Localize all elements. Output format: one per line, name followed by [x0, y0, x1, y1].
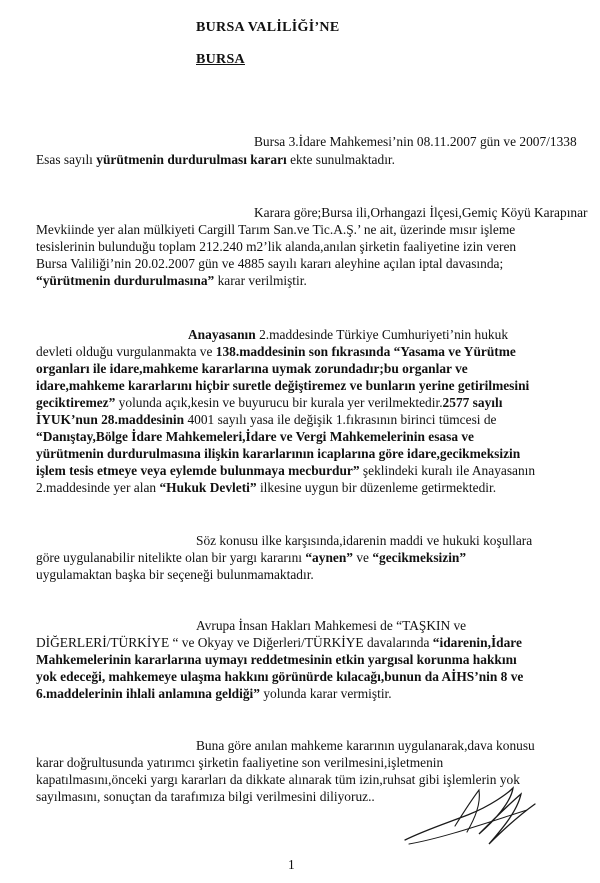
- p3-line-5: [36, 395, 502, 411]
- p3-text: devleti olduğu vurgulanmakta ve: [36, 344, 213, 359]
- p1-line-1: Bursa 3.İdare Mahkemesi’nin 08.11.2007 gün ve 2007/1338: [254, 134, 577, 149]
- p5-text: DİĞERLERİ/TÜRKİYE “ ve Okyay ve Diğerleri/TÜRKİYE davalarında: [36, 635, 430, 650]
- p4-emphasis-immediately: “gecikmeksizin”: [372, 550, 467, 565]
- p4-line-1: Söz konusu ilke karşısında,idarenin maddi ve hukuki koşullara: [196, 533, 533, 548]
- p1-line-2: [36, 152, 395, 168]
- p3-text: 2.maddesinde Türkiye Cumhuriyeti’nin hukuk: [259, 327, 509, 342]
- p3-line-7: “Danıştay,Bölge İdare Mahkemeleri,İdare ve Vergi Mahkemelerinin esasa ve: [36, 429, 475, 444]
- p3-emphasis: işlem tesis etmeye veya eylemde bulunmaya mecburdur”: [36, 463, 360, 478]
- handwritten-signature: [395, 780, 545, 852]
- p2-text-end: karar verilmiştir.: [217, 273, 307, 288]
- p3-line-2: [36, 344, 516, 360]
- page-number: 1: [288, 857, 295, 872]
- p3-emphasis-law: 2577 sayılı: [442, 395, 503, 410]
- p5-line-5: [36, 686, 392, 702]
- p5-emphasis: “idarenin,İdare: [432, 635, 522, 650]
- p5-line-4: yok edeceği, mahkemeye ulaşma hakkını görünürde kılacağı,bunun da AİHS’nin 8 ve: [36, 669, 524, 684]
- addressee-heading: BURSA VALİLİĞİ’NE: [196, 20, 340, 35]
- p3-line-4: idare,mahkeme kararlarını hiçbir suretle değiştiremez ve bunların yerine getirilmesini: [36, 378, 530, 393]
- p2-emphasis: “yürütmenin durdurulmasına”: [36, 273, 215, 288]
- p6-line-4: sayılmasını, sonuçtan da tarafımıza bilgi verilmesini diliyoruz..: [36, 789, 375, 804]
- p3-emphasis: geciktiremez”: [36, 395, 116, 410]
- p5-line-2: [36, 635, 522, 651]
- p6-line-3: kapatılmasını,önceki yargı kararları da dikkate alınarak tüm izin,ruhsat gibi işlemlerin yok: [36, 772, 520, 787]
- city-heading: BURSA: [196, 52, 245, 67]
- p3-emphasis-constitution: Anayasanın: [188, 327, 256, 342]
- p3-text: şeklindeki kuralı ile Anayasanın: [362, 463, 536, 478]
- p4-line-2: [36, 550, 466, 566]
- p4-line-3: uygulamaktan başka bir seçeneği bulunmamaktadır.: [36, 567, 314, 582]
- p3-line-3: organları ile idare,mahkeme kararlarına uymak zorundadır;bu organlar ve: [36, 361, 468, 376]
- p3-text-end: ilkesine uygun bir düzenleme getirmektedir.: [259, 480, 497, 495]
- p6-line-1: Buna göre anılan mahkeme kararının uygulanarak,dava konusu: [196, 738, 535, 753]
- p1-text-end: ekte sunulmaktadır.: [290, 152, 395, 167]
- p3-line-1: [188, 327, 508, 343]
- p2-line-2: Mevkiinde yer alan mülkiyeti Cargill Tarım San.ve Tic.A.Ş.’ ne ait, üzerinde mısır işleme: [36, 222, 516, 237]
- p3-emphasis-rule-of-law: “Hukuk Devleti”: [159, 480, 257, 495]
- p3-line-10: [36, 480, 496, 496]
- p2-line-5: [36, 273, 307, 289]
- p5-emphasis: 6.maddelerinin ihlali anlamına geldiği”: [36, 686, 260, 701]
- p3-emphasis-article-138: 138.maddesinin son fıkrasında “Yasama ve Yürütme: [215, 344, 516, 359]
- p5-text-end: yolunda karar vermiştir.: [263, 686, 392, 701]
- p6-line-2: karar doğrultusunda yatırımcı şirketin faaliyetine son verilmesini,işletmenin: [36, 755, 444, 770]
- p4-emphasis-verbatim: “aynen”: [305, 550, 353, 565]
- p3-line-8: yürütmenin durdurulmasına ilişkin kararlarının icaplarına göre idare,gecikmeksizin: [36, 446, 521, 461]
- p3-line-9: [36, 463, 535, 479]
- p3-text: 4001 sayılı yasa ile değişik 1.fıkrasının birinci tümcesi de: [187, 412, 497, 427]
- p3-text: 2.maddesinde yer alan: [36, 480, 157, 495]
- p1-emphasis: yürütmenin durdurulması kararı: [96, 152, 287, 167]
- p4-text-and: ve: [356, 550, 369, 565]
- p2-line-1: Karara göre;Bursa ili,Orhangazi İlçesi,Gemiç Köyü Karapınar: [254, 205, 588, 220]
- p5-line-3: Mahkemelerinin kararlarına uymayı reddetmesinin etkin yargısal korunma hakkını: [36, 652, 517, 667]
- p5-line-1: Avrupa İnsan Hakları Mahkemesi de “TAŞKIN ve: [196, 618, 467, 633]
- p3-text: yolunda açık,kesin ve buyurucu bir kurala yer verilmektedir.: [118, 395, 443, 410]
- p2-line-4: Bursa Valiliği’nin 20.02.2007 gün ve 4885 sayılı kararı aleyhine açılan iptal davasında;: [36, 256, 504, 271]
- p1-text: Esas sayılı: [36, 152, 93, 167]
- p3-line-6: [36, 412, 497, 428]
- p3-emphasis-iyuk: İYUK’nun 28.maddesinin: [36, 412, 185, 427]
- p4-text: göre uygulanabilir nitelikte olan bir yargı kararını: [36, 550, 302, 565]
- p2-line-3: tesislerinin bulunduğu toplam 212.240 m2’lik alanda,anılan şirketin faaliyetine izin veren: [36, 239, 517, 254]
